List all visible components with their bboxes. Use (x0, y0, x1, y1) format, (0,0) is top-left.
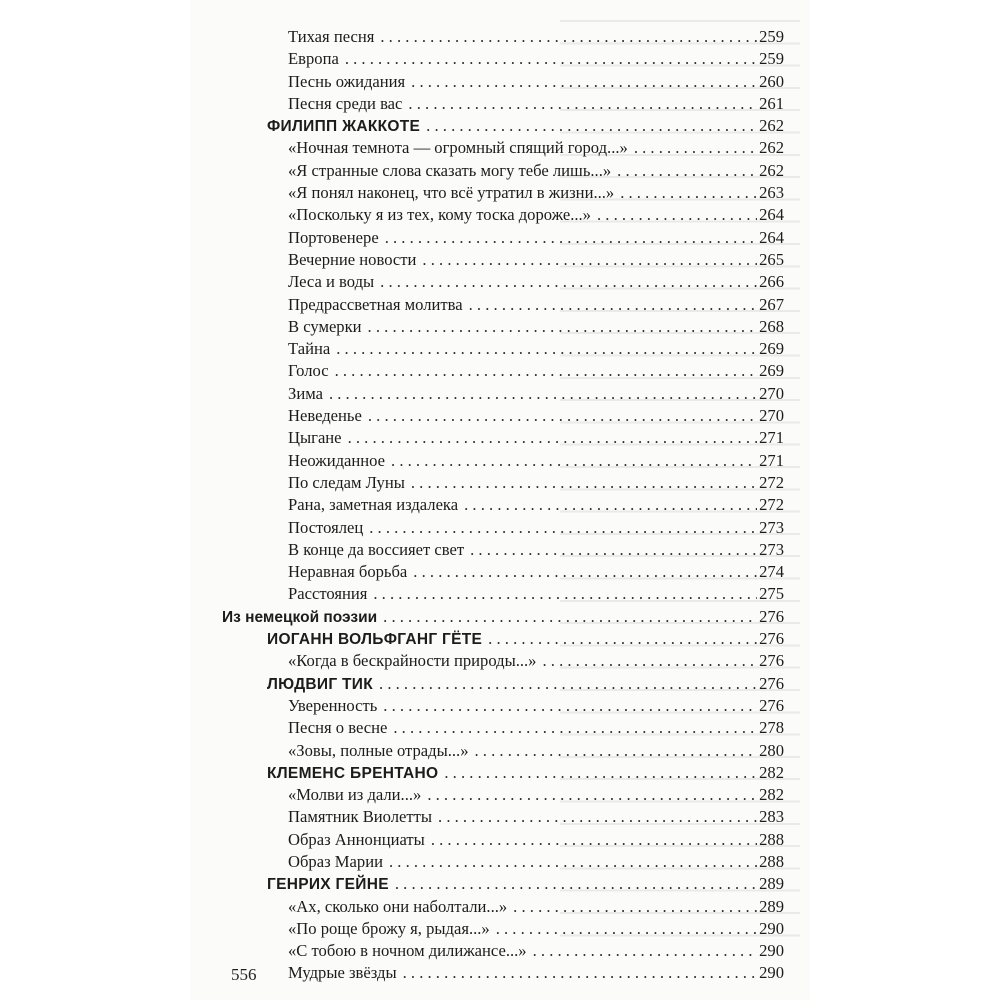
dot-leader (379, 673, 757, 695)
toc-entry-poem (222, 583, 784, 605)
dot-leader (336, 338, 757, 360)
toc-entry-title: «Я странные слова сказать могу тебе лишь...» (288, 160, 612, 180)
table-of-contents (222, 26, 784, 985)
dot-leader (488, 628, 757, 650)
toc-entry-poem (222, 695, 784, 717)
toc-entry-page: 280 (759, 740, 784, 760)
toc-entry-page: 265 (759, 249, 784, 269)
dot-leader (389, 851, 757, 873)
toc-entry-poem (222, 160, 784, 182)
toc-entry-page: 270 (759, 406, 784, 426)
toc-entry-page: 282 (759, 762, 784, 782)
toc-entry-poem (222, 294, 784, 316)
dot-leader (496, 918, 757, 940)
toc-entry-poem (222, 271, 784, 293)
toc-entry-page: 267 (759, 294, 784, 314)
toc-entry-title: ГЕНРИХ ГЕЙНЕ (267, 876, 389, 894)
dot-leader (335, 360, 758, 382)
toc-entry-poem (222, 227, 784, 249)
toc-entry-poem (222, 740, 784, 762)
dot-leader (426, 115, 757, 137)
toc-entry-poem (222, 427, 784, 449)
toc-entry-page: 288 (759, 851, 784, 871)
dot-leader (373, 583, 757, 605)
toc-entry-poem (222, 204, 784, 226)
toc-entry-title: «Поскольку я из тех, кому тоска дороже...» (288, 205, 591, 225)
toc-entry-poem (222, 93, 784, 115)
toc-entry-title: Неведенье (288, 406, 362, 426)
toc-entry-page: 290 (759, 963, 784, 983)
toc-entry-author (222, 673, 784, 695)
toc-entry-title: Мудрые звёзды (288, 963, 397, 983)
toc-entry-title: Постоялец (288, 517, 364, 537)
toc-entry-title: «По роще брожу я, рыдая...» (288, 918, 490, 938)
toc-entry-title: «Я понял наконец, что всё утратил в жизни...» (288, 183, 615, 203)
toc-entry-title: «Ах, сколько они наболтали...» (288, 896, 508, 916)
toc-entry-page: 290 (759, 918, 784, 938)
toc-entry-page: 288 (759, 829, 784, 849)
toc-entry-page: 269 (759, 339, 784, 359)
toc-entry-title: КЛЕМЕНС БРЕНТАНО (267, 764, 439, 782)
dot-leader (438, 806, 757, 828)
dot-leader (380, 271, 757, 293)
dot-leader (444, 762, 757, 784)
toc-entry-poem (222, 26, 784, 48)
toc-entry-page: 259 (759, 27, 784, 46)
toc-entry-poem (222, 405, 784, 427)
toc-entry-poem (222, 316, 784, 338)
toc-entry-title: Цыгане (288, 428, 342, 448)
dot-leader (464, 494, 757, 516)
toc-entry-title: Уверенность (288, 695, 378, 715)
dot-leader (383, 606, 757, 628)
dot-leader (470, 539, 757, 561)
toc-entry-page: 274 (759, 562, 784, 582)
toc-entry-page: 262 (759, 138, 784, 158)
toc-entry-poem (222, 539, 784, 561)
toc-entry-poem (222, 851, 784, 873)
dot-leader (411, 472, 757, 494)
dot-leader (403, 962, 758, 984)
toc-entry-page: 270 (759, 383, 784, 403)
toc-entry-title: В конце да воссияет свет (288, 539, 465, 559)
toc-entry-page: 271 (759, 450, 784, 470)
toc-entry-author (222, 873, 784, 895)
toc-entry-title: «С тобою в ночном дилижансе...» (288, 941, 527, 961)
dot-leader (620, 182, 757, 204)
toc-entry-poem (222, 360, 784, 382)
toc-entry-poem (222, 249, 784, 271)
dot-leader (475, 740, 758, 762)
toc-entry-poem (222, 717, 784, 739)
toc-entry-page: 263 (759, 183, 784, 203)
dot-leader (395, 873, 757, 895)
toc-entry-page: 278 (759, 718, 784, 738)
dot-leader (513, 896, 757, 918)
toc-entry-poem (222, 806, 784, 828)
toc-entry-title: Песня о весне (288, 718, 388, 738)
dot-leader (422, 249, 757, 271)
toc-entry-title: Зима (288, 383, 323, 403)
toc-entry-author (222, 762, 784, 784)
dot-leader (617, 160, 757, 182)
toc-entry-page: 261 (759, 93, 784, 113)
toc-entry-page: 282 (759, 785, 784, 805)
dot-leader (411, 71, 757, 93)
dot-leader (368, 316, 758, 338)
toc-entry-page: 290 (759, 941, 784, 961)
dot-leader (348, 427, 758, 449)
dot-leader (369, 517, 757, 539)
toc-entry-title: Песнь ожидания (288, 71, 406, 91)
dot-leader (413, 561, 757, 583)
toc-entry-title: ЛЮДВИГ ТИК (267, 675, 374, 693)
toc-entry-title: В сумерки (288, 316, 362, 336)
toc-entry-title: «Зовы, полные отрады...» (288, 740, 469, 760)
toc-entry-poem (222, 962, 784, 984)
toc-entry-page: 273 (759, 539, 784, 559)
toc-entry-page: 269 (759, 361, 784, 381)
toc-entry-page: 260 (759, 71, 784, 91)
toc-entry-title: Европа (288, 49, 339, 69)
toc-entry-poem (222, 383, 784, 405)
dot-leader (533, 940, 758, 962)
toc-entry-page: 276 (759, 695, 784, 715)
toc-entry-page: 262 (759, 116, 784, 136)
toc-entry-title: По следам Луны (288, 472, 405, 492)
toc-entry-page: 275 (759, 584, 784, 604)
toc-entry-title: Песня среди вас (288, 93, 403, 113)
dot-leader (542, 650, 757, 672)
dot-leader (385, 227, 757, 249)
toc-entry-poem (222, 182, 784, 204)
toc-entry-poem (222, 829, 784, 851)
toc-entry-page: 276 (759, 629, 784, 649)
toc-entry-title: Рана, заметная издалека (288, 495, 459, 515)
toc-entry-poem (222, 494, 784, 516)
toc-entry-author (222, 115, 784, 137)
dot-leader (469, 294, 757, 316)
toc-entry-page: 276 (759, 673, 784, 693)
toc-entry-poem (222, 896, 784, 918)
toc-entry-page: 276 (759, 606, 784, 626)
dot-leader (431, 829, 757, 851)
dot-leader (408, 93, 757, 115)
toc-entry-title: ФИЛИПП ЖАККОТЕ (267, 118, 421, 136)
dot-leader (393, 717, 757, 739)
toc-entry-page: 264 (759, 205, 784, 225)
toc-entry-poem (222, 338, 784, 360)
toc-entry-title: Неожиданное (288, 450, 386, 470)
toc-entry-page: 276 (759, 651, 784, 671)
toc-entry-title: Неравная борьба (288, 562, 408, 582)
toc-entry-title: Вечерние новости (288, 249, 417, 269)
dot-leader (597, 204, 757, 226)
toc-entry-page: 283 (759, 807, 784, 827)
toc-entry-page: 289 (759, 896, 784, 916)
dot-leader (368, 405, 757, 427)
toc-entry-page: 273 (759, 517, 784, 537)
toc-entry-page: 262 (759, 160, 784, 180)
toc-entry-poem (222, 940, 784, 962)
toc-entry-poem (222, 48, 784, 70)
page-number: 556 (231, 965, 257, 984)
dot-leader (634, 137, 757, 159)
toc-entry-page: 289 (759, 874, 784, 894)
toc-entry-title: «Когда в бескрайности природы...» (288, 651, 537, 671)
toc-entry-poem (222, 650, 784, 672)
toc-entry-title: Тайна (288, 339, 331, 359)
toc-entry-poem (222, 71, 784, 93)
toc-entry-poem (222, 517, 784, 539)
toc-entry-title: Тихая песня (288, 27, 375, 46)
toc-entry-title: Леса и воды (288, 272, 375, 292)
toc-entry-poem (222, 450, 784, 472)
toc-entry-poem (222, 137, 784, 159)
dot-leader (427, 784, 757, 806)
dot-leader (329, 383, 757, 405)
toc-entry-title: Из немецкой поэзии (222, 608, 378, 626)
toc-entry-title: Образ Аннонциаты (288, 829, 425, 849)
toc-entry-page: 272 (759, 472, 784, 492)
toc-entry-title: Портовенере (288, 227, 379, 247)
toc-entry-title: «Ночная темнота — огромный спящий город...» (288, 138, 628, 158)
toc-entry-page: 264 (759, 227, 784, 247)
dot-leader (380, 26, 757, 48)
dot-leader (345, 48, 757, 70)
toc-entry-title: ИОГАНН ВОЛЬФГАНГ ГЁТЕ (267, 631, 483, 649)
dot-leader (383, 695, 757, 717)
toc-entry-title: Расстояния (288, 584, 368, 604)
toc-entry-page: 259 (759, 49, 784, 69)
toc-entry-page: 272 (759, 495, 784, 515)
toc-entry-author (222, 628, 784, 650)
toc-entry-poem (222, 918, 784, 940)
toc-entry-poem (222, 561, 784, 583)
toc-entry-poem (222, 472, 784, 494)
toc-entry-page: 268 (759, 316, 784, 336)
toc-entry-section (222, 606, 784, 628)
toc-entry-title: Памятник Виолетты (288, 807, 433, 827)
toc-entry-page: 271 (759, 428, 784, 448)
toc-entry-poem (222, 784, 784, 806)
toc-entry-page: 266 (759, 272, 784, 292)
toc-entry-title: «Молви из дали...» (288, 785, 422, 805)
toc-entry-title: Предрассветная молитва (288, 294, 463, 314)
dot-leader (391, 450, 757, 472)
toc-entry-title: Голос (288, 361, 329, 381)
toc-entry-title: Образ Марии (288, 851, 383, 871)
